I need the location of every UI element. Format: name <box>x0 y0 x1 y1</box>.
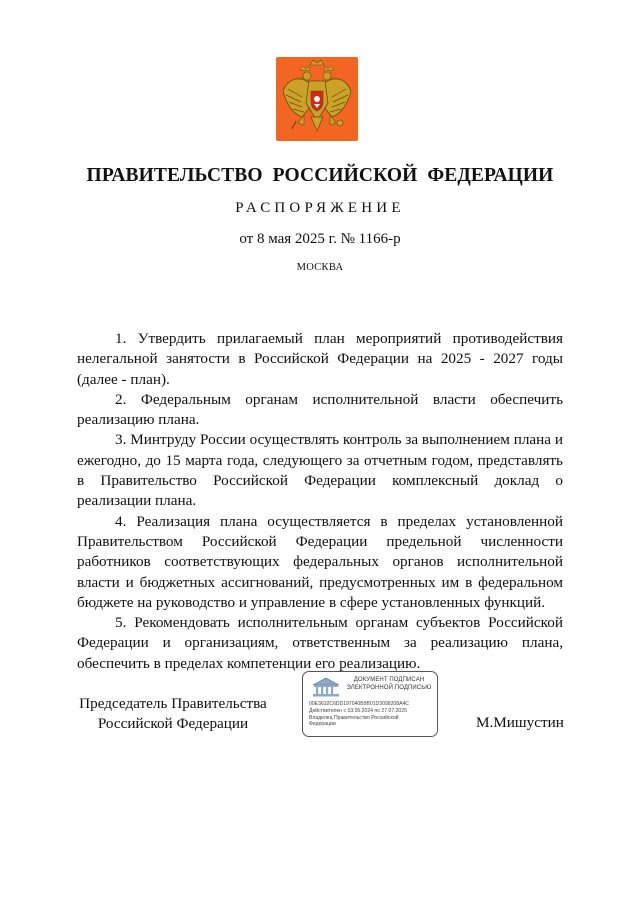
document-body <box>77 329 563 674</box>
stamp-title-line2: ЭЛЕКТРОННОЙ ПОДПИСЬЮ <box>346 684 432 691</box>
stamp-title-line1: ДОКУМЕНТ ПОДПИСАН <box>353 677 425 683</box>
electronic-signature-stamp <box>302 671 438 737</box>
paragraph-1: 1. Утвердить прилагаемый план мероприятий противодействия нелегальной занятости в Российской Федерации на 2025 - 2027 годы (далее - план). <box>77 330 563 388</box>
document-date-number: от 8 мая 2025 г. № 1166-р <box>239 231 401 247</box>
stamp-owner-line2: Федерации <box>309 721 336 727</box>
paragraph-5: 5. Рекомендовать исполнительным органам субъектов Российской Федерации и организациям, ответственным за реализацию плана, обеспечить в пределах компетенции его реализацию. <box>77 614 563 672</box>
document-city: МОСКВА <box>296 262 344 273</box>
stamp-validity: Действителен с 03.05.2024 по 27.07.2025 <box>309 708 407 714</box>
signer-position-line1: Председатель Правительства <box>79 695 267 712</box>
stamp-title <box>343 677 435 692</box>
paragraph-3: 3. Минтруду России осуществлять контроль за выполнением плана и ежегодно, до 15 марта года, следующего за отчетным годом, представлять в Правительство Российской Федерации комплексный доклад о реализации плана. <box>77 431 563 510</box>
government-building-icon <box>311 676 341 698</box>
coat-of-arms-icon <box>276 57 358 141</box>
paragraph-2: 2. Федеральным органам исполнительной власти обеспечить реализацию плана. <box>77 390 563 429</box>
paragraph-4: 4. Реализация плана осуществляется в пределах установленной Правительством Российской Федерации предельной численности работников соответствующих федеральных органов исполнительной власти и бюджетных ассигнований, предусмотренных им в федеральном бюджете на руководство и управление в сфере установленных функций. <box>77 512 563 611</box>
signer-position <box>78 694 268 734</box>
signer-position-line2: Российской Федерации <box>97 715 249 732</box>
government-title: ПРАВИТЕЛЬСТВО РОССИЙСКОЙ ФЕДЕРАЦИИ <box>86 165 554 186</box>
stamp-owner-line1: Владелец Правительство Российской <box>309 715 399 721</box>
signer-name: М.Мишустин <box>476 714 564 731</box>
document-type: РАСПОРЯЖЕНИЕ <box>235 200 405 216</box>
stamp-certificate: 00E3632C6DD197040B9B01D3098208A4C <box>309 701 409 707</box>
